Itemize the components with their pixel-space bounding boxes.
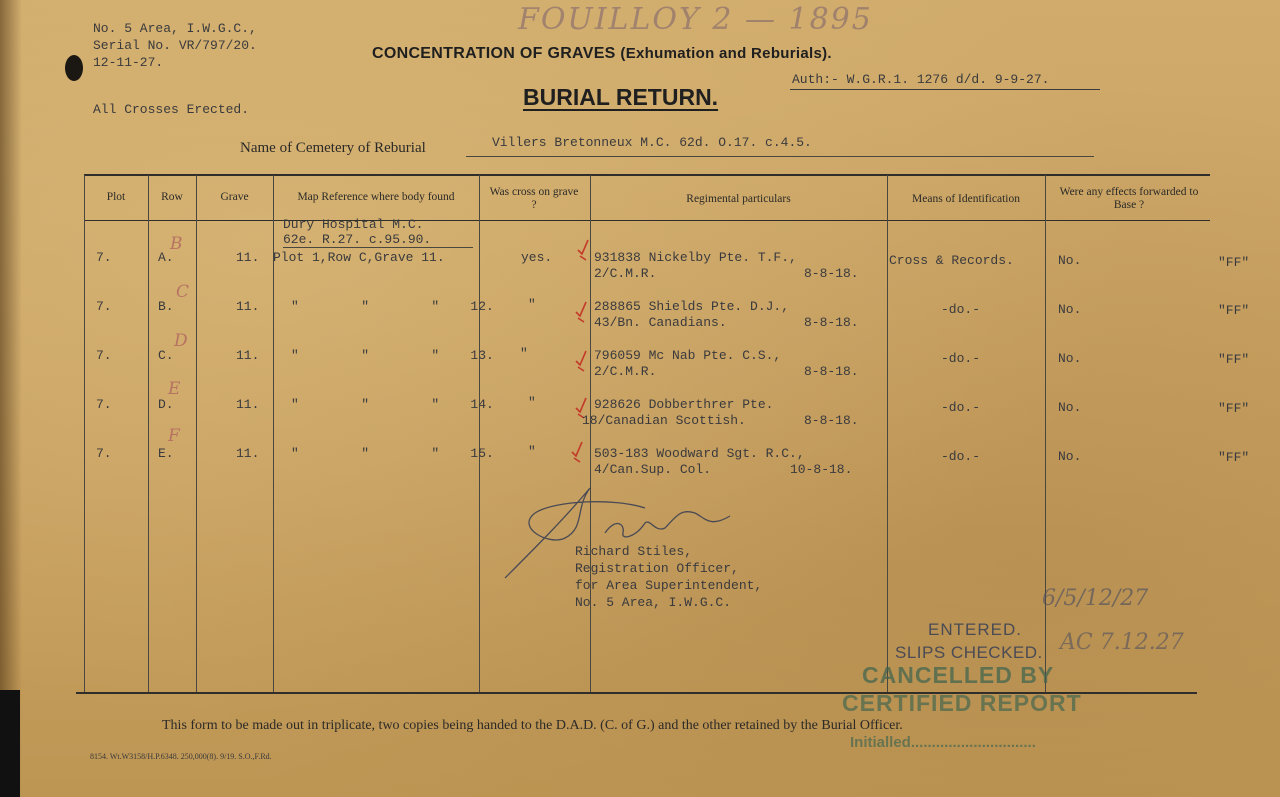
cell-cross: " xyxy=(528,297,536,312)
cell-date: 8-8-18. xyxy=(804,266,859,281)
cell-identification: -do.- xyxy=(941,351,981,366)
page-edge-shadow xyxy=(0,0,22,797)
cell-regimental-line1: 931838 Nickelby Pte. T.F., xyxy=(594,250,797,265)
cell-cross: " xyxy=(528,395,536,410)
cell-row: E. xyxy=(158,446,174,461)
crosses-note: All Crosses Erected. xyxy=(93,102,250,117)
cell-ff-mark: "FF" xyxy=(1218,352,1250,367)
map-ref-heading-line1: Dury Hospital M.C. xyxy=(283,217,424,232)
red-check-icon xyxy=(574,349,588,373)
authority-underline xyxy=(790,89,1100,90)
col-divider xyxy=(887,175,888,692)
table-top-rule xyxy=(84,174,1210,176)
cell-grave: 11. xyxy=(236,397,260,412)
col-header-cross: Was cross on grave ? xyxy=(489,186,579,211)
cell-effects: No. xyxy=(1058,351,1082,366)
printer-imprint: 8154. Wt.W3158/H.P.6348. 250,000(8). 9/19. S.O.,F.Rd. xyxy=(90,752,272,761)
col-header-row: Row xyxy=(161,191,183,203)
cell-regimental-line1: 288865 Shields Pte. D.J., xyxy=(594,299,790,314)
cell-regimental-line2: 43/Bn. Canadians. xyxy=(594,315,727,330)
cell-row: C. xyxy=(158,348,174,363)
pencil-row-correction: B xyxy=(170,234,183,254)
cell-map-ref: " " " 15. xyxy=(291,446,494,461)
col-header-effects: Were any effects forwarded to Base ? xyxy=(1059,186,1199,211)
binding-hole xyxy=(0,690,20,797)
cell-date: 10-8-18. xyxy=(790,462,853,477)
cell-map-ref: Plot 1,Row C,Grave 11. xyxy=(273,250,445,265)
pencil-row-correction: C xyxy=(176,282,190,302)
form-heading xyxy=(372,45,832,63)
cell-plot: 7. xyxy=(96,348,112,363)
cell-row: D. xyxy=(158,397,174,412)
cell-date: 8-8-18. xyxy=(804,413,859,428)
cell-regimental-line2: 2/C.M.R. xyxy=(594,364,657,379)
heading-main: CONCENTRATION OF GRAVES xyxy=(372,45,616,62)
red-check-icon xyxy=(574,300,588,324)
area-reference: No. 5 Area, I.W.G.C., Serial No. VR/797/20. 12-11-27. xyxy=(93,21,257,70)
cell-grave: 11. xyxy=(236,299,260,314)
certified-report-stamp: CERTIFIED REPORT xyxy=(842,690,1082,716)
initialled-stamp: Initialled.............................. xyxy=(850,734,1036,751)
cell-ff-mark: "FF" xyxy=(1218,401,1250,416)
pencil-row-correction: E xyxy=(168,379,181,399)
cell-grave: 11. xyxy=(236,250,260,265)
handwritten-cemetery-note: FOUILLOY 2 — 1895 xyxy=(518,2,873,37)
cell-plot: 7. xyxy=(96,397,112,412)
cell-effects: No. xyxy=(1058,302,1082,317)
cemetery-underline xyxy=(466,156,1094,157)
col-divider xyxy=(84,175,85,692)
col-header-plot: Plot xyxy=(106,191,126,203)
col-divider xyxy=(196,175,197,692)
col-divider xyxy=(148,175,149,692)
cell-date: 8-8-18. xyxy=(804,315,859,330)
handwritten-initial-date: 6/5/12/27 xyxy=(1042,586,1149,611)
ink-blot xyxy=(65,55,83,81)
cell-identification: -do.- xyxy=(941,449,981,464)
entered-stamp: ENTERED. xyxy=(928,620,1022,639)
cell-map-ref: " " " 14. xyxy=(291,397,494,412)
cemetery-value: Villers Bretonneux M.C. 62d. O.17. c.4.5. xyxy=(492,135,812,150)
cell-effects: No. xyxy=(1058,449,1082,464)
heading-sub: (Exhumation and Reburials). xyxy=(620,45,832,62)
cell-ff-mark: "FF" xyxy=(1218,255,1250,270)
cell-date: 8-8-18. xyxy=(804,364,859,379)
cell-identification: -do.- xyxy=(941,400,981,415)
cell-regimental-line2: 18/Canadian Scottish. xyxy=(582,413,746,428)
col-header-map-ref: Map Reference where body found xyxy=(297,191,455,203)
cell-effects: No. xyxy=(1058,400,1082,415)
cell-grave: 11. xyxy=(236,348,260,363)
red-check-icon xyxy=(576,238,590,262)
cell-effects: No. xyxy=(1058,253,1082,268)
form-title: BURIAL RETURN. xyxy=(523,84,719,110)
cell-regimental-line1: 796059 Mc Nab Pte. C.S., xyxy=(594,348,782,363)
slips-checked-stamp: SLIPS CHECKED. xyxy=(895,643,1043,662)
map-ref-heading-line2: 62e. R.27. c.95.90. xyxy=(283,232,432,247)
cell-row: A. xyxy=(158,250,174,265)
cell-regimental-line1: 928626 Dobberthrer Pte. xyxy=(594,397,774,412)
cell-identification: -do.- xyxy=(941,302,981,317)
cemetery-label: Name of Cemetery of Reburial xyxy=(240,140,426,156)
col-header-regimental: Regimental particulars xyxy=(686,193,791,205)
pencil-row-correction: F xyxy=(168,426,180,446)
cell-cross: yes. xyxy=(521,250,553,265)
cell-map-ref: " " " 12. xyxy=(291,299,494,314)
col-header-grave: Grave xyxy=(220,191,249,203)
col-divider xyxy=(1045,175,1046,692)
cell-identification: Cross & Records. xyxy=(889,253,1014,268)
cell-row: B. xyxy=(158,299,174,314)
table-header-rule xyxy=(84,220,1210,221)
cell-plot: 7. xyxy=(96,299,112,314)
cell-regimental-line2: 2/C.M.R. xyxy=(594,266,657,281)
cell-plot: 7. xyxy=(96,250,112,265)
authority-reference: Auth:- W.G.R.1. 1276 d/d. 9-9-27. xyxy=(792,72,1050,87)
col-header-identification: Means of Identification xyxy=(912,193,1020,205)
cell-map-ref: " " " 13. xyxy=(291,348,494,363)
handwritten-check-date: AC 7.12.27 xyxy=(1060,630,1184,655)
signature-block: Richard Stiles, Registration Officer, for Area Superintendent, No. 5 Area, I.W.G.C. xyxy=(575,544,763,610)
cell-regimental-line2: 4/Can.Sup. Col. xyxy=(594,462,712,477)
cancelled-stamp: CANCELLED BY xyxy=(862,662,1055,688)
map-ref-heading-underline xyxy=(283,247,473,248)
cell-cross: " xyxy=(520,346,528,361)
cell-ff-mark: "FF" xyxy=(1218,303,1250,318)
col-divider xyxy=(590,175,591,692)
red-check-icon xyxy=(570,440,584,464)
footer-instruction: This form to be made out in triplicate, two copies being handed to the D.A.D. (C. of G.) and the other retained by the Burial Officer. xyxy=(162,718,903,733)
cell-plot: 7. xyxy=(96,446,112,461)
col-divider xyxy=(479,175,480,692)
cell-ff-mark: "FF" xyxy=(1218,450,1250,465)
pencil-row-correction: D xyxy=(174,331,188,351)
cell-cross: " xyxy=(528,444,536,459)
cell-regimental-line1: 503-183 Woodward Sgt. R.C., xyxy=(594,446,805,461)
cell-grave: 11. xyxy=(236,446,260,461)
